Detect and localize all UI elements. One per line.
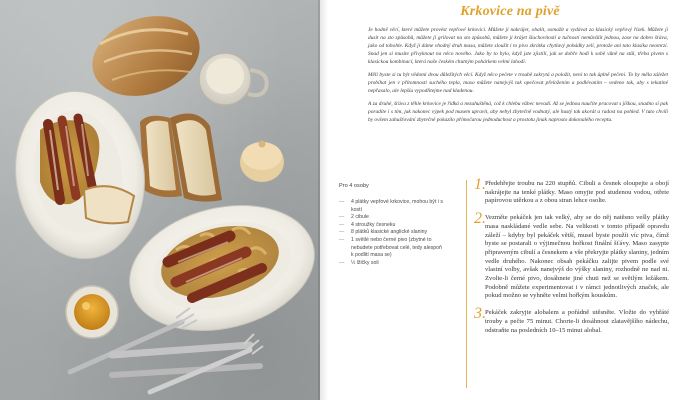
recipe-intro: [368, 27, 668, 130]
servings: Pro 4 osoby: [339, 183, 369, 189]
plate-small: [5, 83, 155, 267]
food-photo: [0, 0, 320, 400]
page-gutter: [318, 0, 328, 400]
plate-large: [116, 187, 320, 349]
ingredient-item: — 1 světlé nebo černé pivo (zbytné to nebudete potřebovat celé, tedy alespoň k podlití masa se): [339, 237, 445, 260]
bread-slices: [140, 114, 222, 202]
recipe-title: Krkovice na pivě: [460, 4, 560, 19]
method-step: [474, 176, 669, 206]
ingredient-item: — ½ lžičky soli: [339, 260, 445, 268]
intro-paragraph: A za druhé, šťáva z těhle krkovice je řídká a nezahuštěná, což k chlebu vůbec nevadí. Až se jednou naučíte pracovat s jíškou, snadno si pak poradíte i s tím, jak nakonec výpek pod masem upravit, aby nebyl zbytečně vodnatý, ale hustý tak akorát a radost na pohled. V tuto chvíli by ovšem zahušťování zbytečně pokazilo přímočarou jednoduchost a prostotu jinak naprosto dokonalého receptu.: [368, 101, 668, 124]
step-number: 1.: [474, 176, 486, 193]
intro-paragraph: Měli byste si tu být vědomi dvou důležitých věcí. Když něco pečete v troubě zakrytá a položit, není to tak úplně pečení. To by měla záležet probíhat jen v přítomnosti suchého tepla, maso můžete nanejvýš tak opečovat přeloženim a podlévaním – vedeno tak, aby s tekutiné nepřasalo, ale lepšíu vypodlitejme nad kladenou.: [368, 72, 668, 94]
food-illustration: [0, 0, 320, 400]
method-steps: [474, 176, 669, 343]
ingredient-item: — 2 cibule: [339, 214, 445, 222]
intro-paragraph: Je hodně věcí, které můžete provést vepřové krkovici. Můžete ji nakrájet, obalit, osmažit a vydávat za klasický vepřový řízek. Můžete ji dusit na sto způsobů, můžete ji grilovat na sto způsobů, můžete ji krájet šlachovitostí a tučností nemůvůlit jednou, zase na dobro šťáva, jako od tohohle. Když jí dáme vhodný druh masa, můžete sloužit i to pivo zkrátka chytlavý pohádky zelí, protože ani tato klasika neomrzí. Snad jen si musíte přivyknout na něco nového. Jako by to bylo, když jste zjistili, jak se dobře hodí k sobě vůně na stůl, třeba pivem s klasickou kombinací, která naše českém chutným pohárkem velmi lahodí.: [368, 27, 668, 65]
bread-loaf: [82, 3, 210, 109]
step-number: 2.: [474, 210, 486, 228]
method-step: [474, 210, 669, 301]
ingredient-item: — 4 plátky vepřové krkovice, mohou být i s kostí: [339, 199, 445, 214]
recipe-page: [328, 0, 676, 400]
step-text: Vezměte pekáček jen tak velký, aby se do něj natěsno vešly plátky masa naskládané vedle sebe. Na velikosti v tomto případě opravdu záleží – kdyby byl pekáček větší, musel byste použít víc piva, čímž byste se postarali o výjimečnou hořkost finální šťávy. Maso zasypte připraveným cibulí a česnekem a vše překryjte plátky slaniny, jedním vedle druhého. Nakonec obsah pekáčku zalijte pivem podle své vlastní volby, avšak nanejvýš do výšky slaniny, rozhodně ne nad ni. Zvolte-li černé pivo, dosáhnete jiné chuti než se světlým ležákem. Podobně můžete experimentovat i v rámci jednotlivých značek, ale pokud možno se vyhněte velmi hořkým kouskům.: [485, 214, 669, 300]
steps-divider: [466, 180, 467, 388]
step-text: Pekáček zakryjte alobalem a pořádně utěsněte. Vložte do vyhřáté trouby a pečte 75 minut. Chorte-li dosáhnout zlatavějšího nádechu, odstraňte na posledních 10–15 minut alobal.: [485, 309, 669, 334]
beer-glass: [66, 286, 118, 338]
method-step: [474, 305, 669, 335]
ingredient-item: — 8 plátků klasické anglické slaniny: [339, 229, 445, 237]
beer-mug: [199, 53, 267, 105]
step-text: Předehřejte troubu na 220 stupňů. Cibuli a česnek oloupejte a obojí nakrájejte na tenké plátky. Maso omyjte pod studenou vodou, otřete papírovou utěrkou a z obou stran lehce osolte.: [485, 180, 669, 205]
salt-cellar: [240, 141, 284, 183]
ingredients-block: [339, 183, 445, 267]
step-number: 3.: [474, 305, 486, 323]
ingredient-item: — 4 stroužky česneku: [339, 222, 445, 230]
ingredient-list: [339, 199, 445, 267]
